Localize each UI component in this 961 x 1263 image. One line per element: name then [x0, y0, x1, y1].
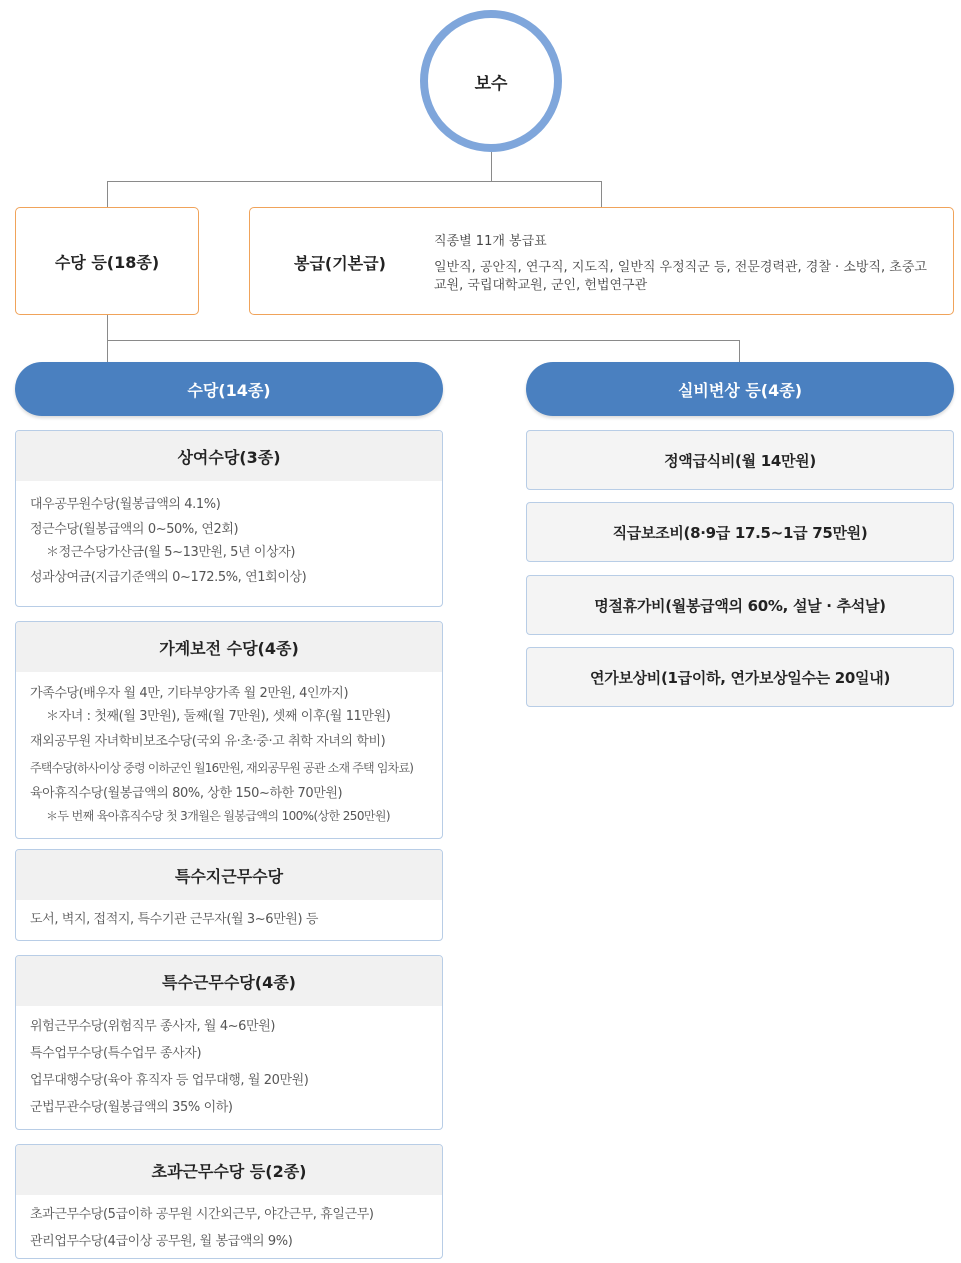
card-title: 가계보전 수당(4종)	[16, 622, 442, 672]
card-line: 주택수당(하사이상 중령 이하군인 월16만원, 재외공무원 공관 소재 주택 임차료)	[30, 761, 414, 775]
card-line: 육아휴직수당(월봉급액의 80%, 상한 150~하한 70만원)	[30, 786, 343, 801]
card-line: 초과근무수당(5급이하 공무원 시간외근무, 야간근무, 휴일근무)	[30, 1207, 374, 1222]
allowance-14-pill-label: 수당(14종)	[187, 380, 271, 400]
expense-item-label: 연가보상비(1급이하, 연가보상일수는 20일내)	[590, 668, 890, 687]
card-line: 성과상여금(지급기준액의 0~172.5%, 연1회이상)	[30, 570, 307, 585]
card-title: 상여수당(3종)	[16, 431, 442, 481]
card-title: 특수지근무수당	[16, 850, 442, 900]
card-title: 초과근무수당 등(2종)	[16, 1145, 442, 1195]
card-line: 업무대행수당(육아 휴직자 등 업무대행, 월 20만원)	[30, 1073, 309, 1088]
expense-item-label: 직급보조비(8·9급 17.5~1급 75만원)	[612, 523, 868, 542]
connector-root-down	[491, 152, 492, 182]
expense-item-label: 명절휴가비(월봉급액의 60%, 설날 · 추석날)	[594, 596, 886, 615]
salary-description: 일반직, 공안직, 연구직, 지도직, 일반직 우정직군 등, 전문경력관, 경찰 · 소방직, 초중고교원, 국립대학교원, 군인, 헌법연구관	[434, 260, 927, 293]
card-title: 특수근무수당(4종)	[16, 956, 442, 1006]
card-remote-area-allowance	[15, 849, 443, 941]
expense-item-holiday	[526, 575, 954, 635]
card-subline: ＊두 번째 육아휴직수당 첫 3개월은 월봉급액의 100%(상한 250만원)	[46, 809, 390, 823]
expense-item-position	[526, 502, 954, 562]
card-line: 위험근무수당(위험직무 종사자, 월 4~6만원)	[30, 1019, 276, 1034]
card-line: 정근수당(월봉급액의 0~50%, 연2회)	[30, 522, 239, 537]
root-node-circle	[420, 10, 562, 152]
card-household-allowance	[15, 621, 443, 839]
card-line: 도서, 벽지, 접적지, 특수기관 근무자(월 3~6만원) 등	[30, 912, 319, 927]
connector-allowances-down	[107, 315, 108, 362]
allowances-node	[15, 207, 199, 315]
card-subline: ＊자녀 : 첫째(월 3만원), 둘째(월 7만원), 셋째 이후(월 11만원)	[46, 709, 391, 724]
expense-item-leave	[526, 647, 954, 707]
connector-mid-bar	[107, 340, 740, 341]
expense-item-meal	[526, 430, 954, 490]
card-line: 가족수당(배우자 월 4만, 기타부양가족 월 2만원, 4인까지)	[30, 686, 349, 701]
card-line: 관리업무수당(4급이상 공무원, 월 봉급액의 9%)	[30, 1234, 293, 1249]
card-bonus-allowance	[15, 430, 443, 607]
card-subline: ＊정근수당가산금(월 5~13만원, 5년 이상자)	[46, 545, 296, 560]
expense-pill	[526, 362, 954, 416]
card-line: 재외공무원 자녀학비보조수당(국외 유·초·중·고 취학 자녀의 학비)	[30, 734, 386, 749]
connector-to-allowances	[107, 181, 108, 207]
salary-node-label: 봉급(기본급)	[294, 253, 386, 273]
connector-to-expense	[739, 340, 740, 362]
card-overtime-allowance	[15, 1144, 443, 1259]
connector-top-bar	[107, 181, 602, 182]
allowance-14-pill	[15, 362, 443, 416]
allowances-node-label: 수당 등(18종)	[54, 252, 160, 272]
salary-node	[249, 207, 954, 315]
card-special-duty-allowance	[15, 955, 443, 1130]
expense-pill-label: 실비변상 등(4종)	[677, 380, 803, 400]
card-line: 군법무관수당(월봉급액의 35% 이하)	[30, 1100, 233, 1115]
salary-subtitle: 직종별 11개 봉급표	[434, 234, 547, 249]
connector-to-salary	[601, 181, 602, 207]
root-node-label: 보수	[474, 73, 508, 94]
expense-item-label: 정액급식비(월 14만원)	[664, 451, 816, 470]
card-line: 대우공무원수당(월봉급액의 4.1%)	[30, 497, 221, 512]
card-line: 특수업무수당(특수업무 종사자)	[30, 1046, 202, 1061]
